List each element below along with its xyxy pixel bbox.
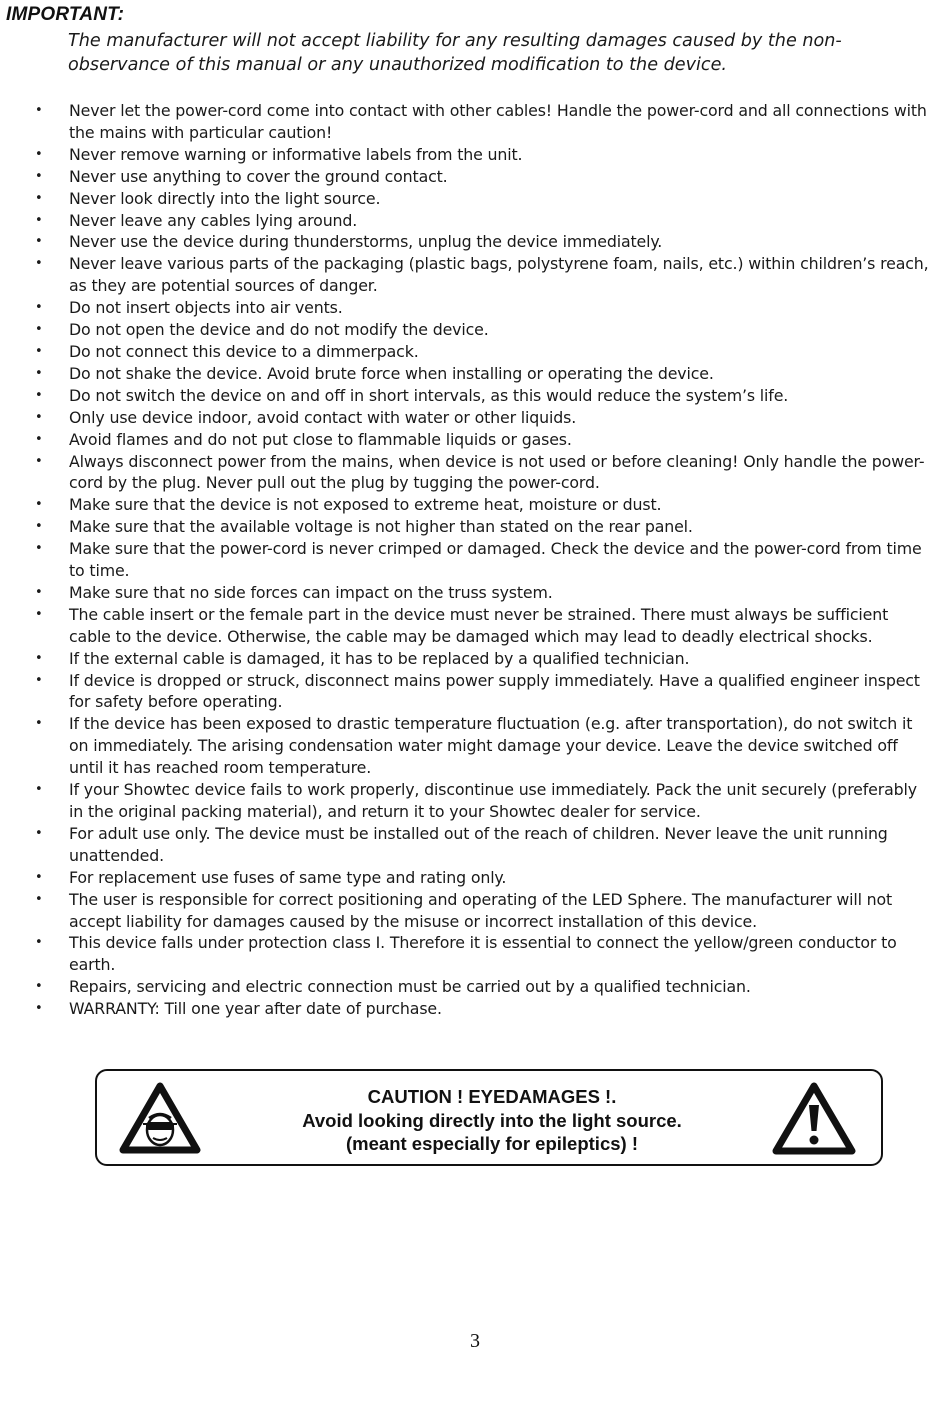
bullet-icon: • [35,190,43,206]
safety-rule-text: The cable insert or the female part in the device must never be strained. There must always be sufficient cable to the device. Otherwise, the cable may be damaged which may lead to deadly electrical shocks. [69,604,889,646]
safety-rule-item [0,867,930,889]
safety-rule-text: Never leave any cables lying around. [69,210,358,230]
safety-rule-item [0,494,930,516]
safety-rule-text: Make sure that the power-cord is never crimped or damaged. Check the device and the power-cord from time to time. [69,539,922,581]
bullet-icon: • [35,584,43,600]
safety-rule-item [0,604,930,648]
safety-rule-item [0,538,930,582]
safety-rule-text: Make sure that no side forces can impact on the truss system. [69,582,553,602]
liability-notice: The manufacturer will not accept liability for any resulting damages caused by the non-observance of this manual or any unauthorized modification to the device. [68,31,842,75]
bullet-icon: • [35,869,43,885]
safety-rule-item [0,144,930,166]
safety-rule-text: For adult use only. The device must be installed out of the reach of children. Never leave the unit running unattended. [69,823,888,865]
safety-rule-text: If your Showtec device fails to work properly, discontinue use immediately. Pack the unit securely (preferably in the original packing material), and return it to your Showtec dealer for service. [69,780,917,821]
safety-rule-item [0,451,930,495]
safety-rule-text: Never leave various parts of the packaging (plastic bags, polystyrene foam, nails, etc.) within children’s reach, as they are potential sources of danger. [69,254,929,296]
caution-box [95,1069,883,1166]
safety-rule-item [0,976,930,998]
bullet-icon: • [35,103,43,118]
caution-line-2: Avoid looking directly into the light source. [302,1109,682,1131]
bullet-icon: • [35,935,43,951]
bullet-icon: • [35,891,43,907]
safety-rule-text: Make sure that the available voltage is not higher than stated on the rear panel. [69,517,693,537]
safety-rules-list [0,100,930,1020]
bullet-icon: • [35,497,43,513]
bullet-icon: • [35,168,43,184]
safety-rule-text: Do not connect this device to a dimmerpack. [69,341,419,361]
safety-rule-text: Always disconnect power from the mains, when device is not used or before cleaning! Only handle the power-cord by the plug. Never pull out the plug by tugging the power-cord. [69,451,925,493]
safety-rule-text: Repairs, servicing and electric connection must be carried out by a qualified technician. [69,977,751,997]
safety-rule-item [0,582,930,604]
important-heading: IMPORTANT: [6,4,125,25]
safety-rule-text: Make sure that the device is not exposed to extreme heat, moisture or dust. [69,495,662,515]
safety-rule-text: Never look directly into the light source. [69,188,381,208]
bullet-icon: • [35,234,43,250]
safety-rule-item [0,823,930,867]
bullet-icon: • [35,300,43,316]
safety-rule-item [0,166,930,188]
eye-protection-warning-icon [119,1082,201,1154]
safety-rule-text: Do not open the device and do not modify the device. [69,320,489,340]
bullet-icon: • [35,782,43,798]
bullet-icon: • [35,672,43,688]
bullet-icon: • [35,606,43,622]
bullet-icon: • [35,825,43,841]
safety-rule-text: Never use anything to cover the ground contact. [69,166,448,186]
bullet-icon: • [35,650,43,666]
bullet-icon: • [35,256,43,272]
bullet-icon: • [35,541,43,557]
safety-rule-text: This device falls under protection class I. Therefore it is essential to connect the yellow/green conductor to earth. [69,933,897,975]
safety-rule-item [0,297,930,319]
safety-rule-item [0,341,930,363]
safety-rule-item [0,319,930,341]
safety-rule-text: Never use the device during thunderstorms, unplug the device immediately. [69,232,663,252]
caution-line-3: (meant especially for epileptics) ! [346,1133,638,1154]
bullet-icon: • [35,519,43,535]
safety-rule-item [0,231,930,253]
safety-rule-item [0,713,930,779]
caution-line-1: CAUTION ! EYEDAMAGES !. [367,1086,617,1107]
safety-rule-item [0,932,930,976]
bullet-icon: • [35,387,43,403]
bullet-icon: • [35,322,43,338]
safety-rule-item [0,385,930,407]
safety-rule-text: WARRANTY: Till one year after date of purchase. [69,999,442,1019]
caution-text [247,1085,737,1156]
safety-rule-text: Never let the power-cord come into contact with other cables! Handle the power-cord and all connections with the mains with particular caution! [69,101,927,142]
bullet-icon: • [35,716,43,732]
bullet-icon: • [35,343,43,359]
safety-rule-item [0,363,930,385]
safety-rule-item [0,253,930,297]
page-number: 3 [470,1330,480,1352]
bullet-icon: • [35,212,43,228]
safety-rule-text: Only use device indoor, avoid contact with water or other liquids. [69,407,577,427]
safety-rule-text: If the external cable is damaged, it has to be replaced by a qualified technician. [69,648,690,668]
bullet-icon: • [35,409,43,425]
safety-rule-text: Do not shake the device. Avoid brute force when installing or operating the device. [69,363,714,383]
exclamation-warning-icon [772,1081,856,1155]
safety-rule-text: Do not insert objects into air vents. [69,298,343,318]
safety-rule-item [0,779,930,823]
safety-rule-text: If device is dropped or struck, disconnect mains power supply immediately. Have a qualified engineer inspect for safety before operating. [69,670,920,712]
bullet-icon: • [35,979,43,995]
bullet-icon: • [35,146,43,162]
safety-rule-text: Avoid flames and do not put close to flammable liquids or gases. [69,429,572,449]
safety-rule-item [0,670,930,714]
safety-rule-item [0,648,930,670]
safety-rule-item [0,998,930,1020]
safety-rule-item [0,889,930,933]
safety-rule-text: If the device has been exposed to drastic temperature fluctuation (e.g. after transportation), do not switch it on immediately. The arising condensation water might damage your device. Leave the device switched off until it has reached room temperature. [69,714,913,778]
bullet-icon: • [35,1001,43,1017]
safety-rule-item [0,407,930,429]
bullet-icon: • [35,365,43,381]
safety-rule-text: Do not switch the device on and off in short intervals, as this would reduce the system’s life. [69,385,789,405]
safety-rule-item [0,210,930,232]
safety-rule-text: For replacement use fuses of same type and rating only. [69,867,507,887]
bullet-icon: • [35,431,43,447]
safety-rule-item [0,100,930,144]
safety-rule-text: The user is responsible for correct positioning and operating of the LED Sphere. The manufacturer will not accept liability for damages caused by the misuse or incorrect installation of this device. [69,889,893,931]
safety-rule-item [0,429,930,451]
bullet-icon: • [35,453,43,469]
safety-rule-item [0,516,930,538]
safety-rule-text: Never remove warning or informative labels from the unit. [69,144,523,164]
safety-rule-item [0,188,930,210]
